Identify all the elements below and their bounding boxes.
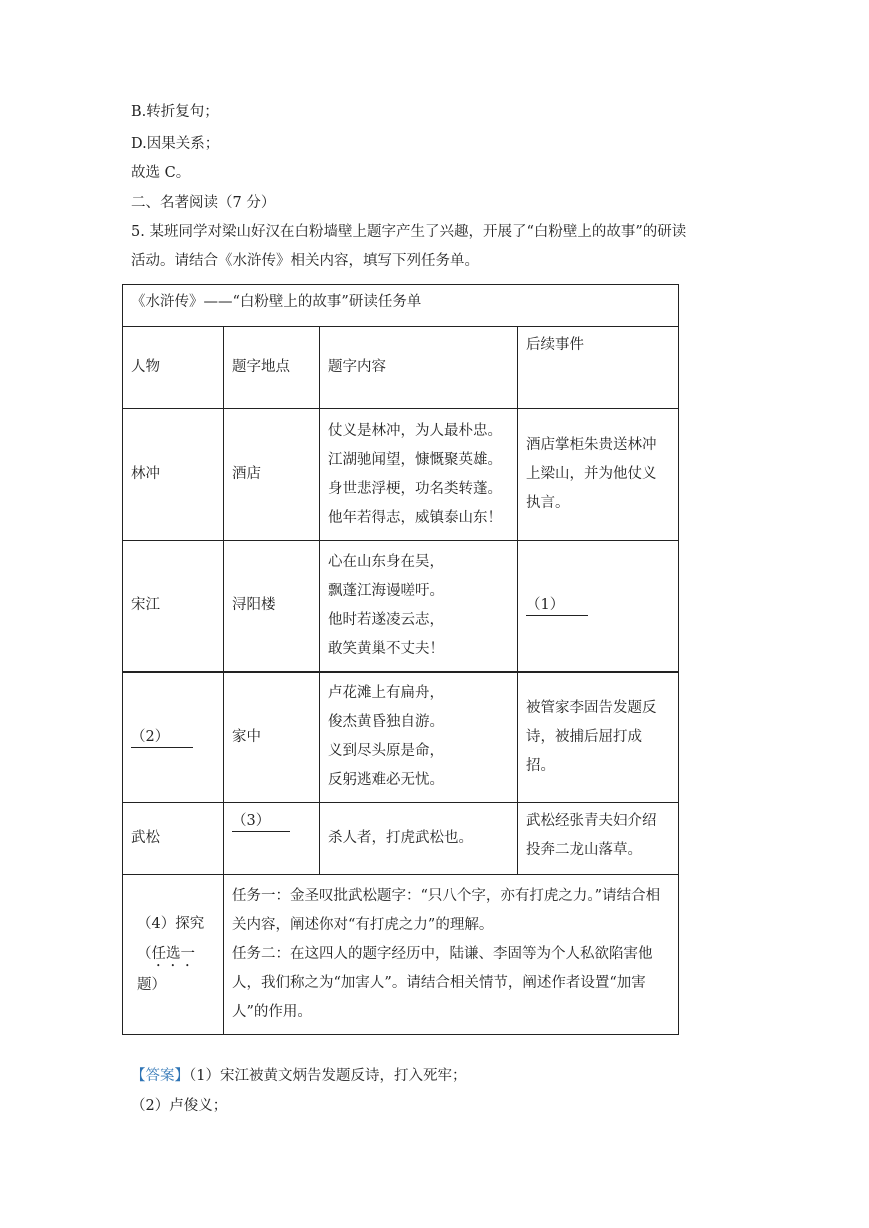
- poem-line: 江湖驰闻望，慷慨聚英雄。: [328, 451, 502, 468]
- row-person: 武松: [123, 803, 224, 875]
- section-heading: 二、名著阅读（7 分）: [131, 195, 276, 211]
- poem-line: 卢花滩上有扁舟，: [328, 685, 444, 702]
- table-row: [123, 541, 679, 672]
- question-number: 5.: [131, 224, 145, 240]
- row-event: 被管家李固告发题反诗，被捕后屈打成招。: [518, 672, 679, 803]
- answer-line-1: [131, 1066, 466, 1086]
- poem-line: 敢笑黄巢不丈夫！: [328, 640, 444, 657]
- header-place: 题字地点: [224, 327, 320, 409]
- row-poem: [320, 541, 518, 672]
- answer-line-2: （2）卢俊义；: [131, 1098, 228, 1114]
- table-title: 《水浒传》——“白粉壁上的故事”研读任务单: [123, 285, 679, 327]
- explore-label-line2: （任选一: [137, 946, 195, 962]
- option-d-line: D.因果关系；: [131, 136, 220, 152]
- table-row: [123, 803, 679, 875]
- explore-row: [123, 875, 679, 1035]
- poem-line: 他年若得志，威镇泰山东！: [328, 509, 502, 526]
- poem-line: 俊杰黄昏独自游。: [328, 714, 444, 731]
- row-poem: 杀人者，打虎武松也。: [320, 803, 518, 875]
- table-row: [123, 409, 679, 541]
- row-event: 武松经张青夫妇介绍投奔二龙山落草。: [518, 803, 679, 875]
- row-event: 酒店掌柜朱贵送林冲上梁山，并为他仗义执言。: [518, 409, 679, 541]
- table-header-row: [123, 327, 679, 409]
- row-poem: [320, 409, 518, 541]
- question-text: 某班同学对梁山好汉在白粉墙壁上题字产生了兴趣，开展了“白粉壁上的故事”的研读活动。请结合《水浒传》相关内容，填写下列任务单。: [131, 224, 687, 269]
- row-place: 家中: [224, 672, 320, 803]
- poem-line: 身世悲浮梗，功名类转蓬。: [328, 480, 502, 497]
- task-two: 任务二：在这四人的题字经历中，陆谦、李固等为个人私欲陷害他人，我们称之为“加害人”。请结合相关情节，阐述作者设置“加害人”的作用。: [232, 946, 653, 1020]
- choice-c-line: 故选 C。: [131, 165, 191, 181]
- row-person: [123, 672, 224, 803]
- poem-line: 义到尽头原是命，: [328, 743, 444, 760]
- row-event: [518, 541, 679, 672]
- table-row: [123, 672, 679, 803]
- row-place: 浔阳楼: [224, 541, 320, 672]
- row-place: [224, 803, 320, 875]
- explore-tasks: [224, 875, 679, 1035]
- answer-1: （1）宋江被黄文炳告发题反诗，打入死牢；: [189, 1068, 467, 1084]
- row-poem: [320, 672, 518, 803]
- explore-label: [123, 875, 224, 1035]
- poem-line: 心在山东身在吴，: [328, 553, 444, 570]
- emphasized-text: 任选一: [151, 946, 195, 962]
- task-table: [122, 284, 679, 1035]
- task-one: 任务一：金圣叹批武松题字：“只八个字，亦有打虎之力。”请结合相关内容，阐述你对“有打虎之力”的理解。: [232, 888, 661, 933]
- answer-blank-3: （3）: [232, 811, 290, 832]
- poem-line: 飘蓬江海谩嗟吁。: [328, 582, 444, 599]
- row-place: 酒店: [224, 409, 320, 541]
- explore-label-line3: 题）: [137, 977, 166, 993]
- answer-blank-2: （2）: [131, 727, 193, 748]
- answer-tag: 【答案】: [131, 1068, 189, 1084]
- explore-label-line1: （4）探究: [137, 916, 205, 932]
- table-title-row: [123, 285, 679, 327]
- poem-line: 他时若遂凌云志，: [328, 611, 444, 628]
- poem-line: 反躬逃难必无忧。: [328, 772, 444, 789]
- row-person: 宋江: [123, 541, 224, 672]
- header-content: 题字内容: [320, 327, 518, 409]
- question-5: [131, 218, 691, 276]
- row-person: 林冲: [123, 409, 224, 541]
- poem-line: 仗义是林冲，为人最朴忠。: [328, 422, 502, 439]
- answer-blank-1: （1）: [526, 595, 588, 616]
- option-b-line: B.转折复句；: [131, 104, 219, 120]
- header-person: 人物: [123, 327, 224, 409]
- header-event: 后续事件: [518, 327, 679, 409]
